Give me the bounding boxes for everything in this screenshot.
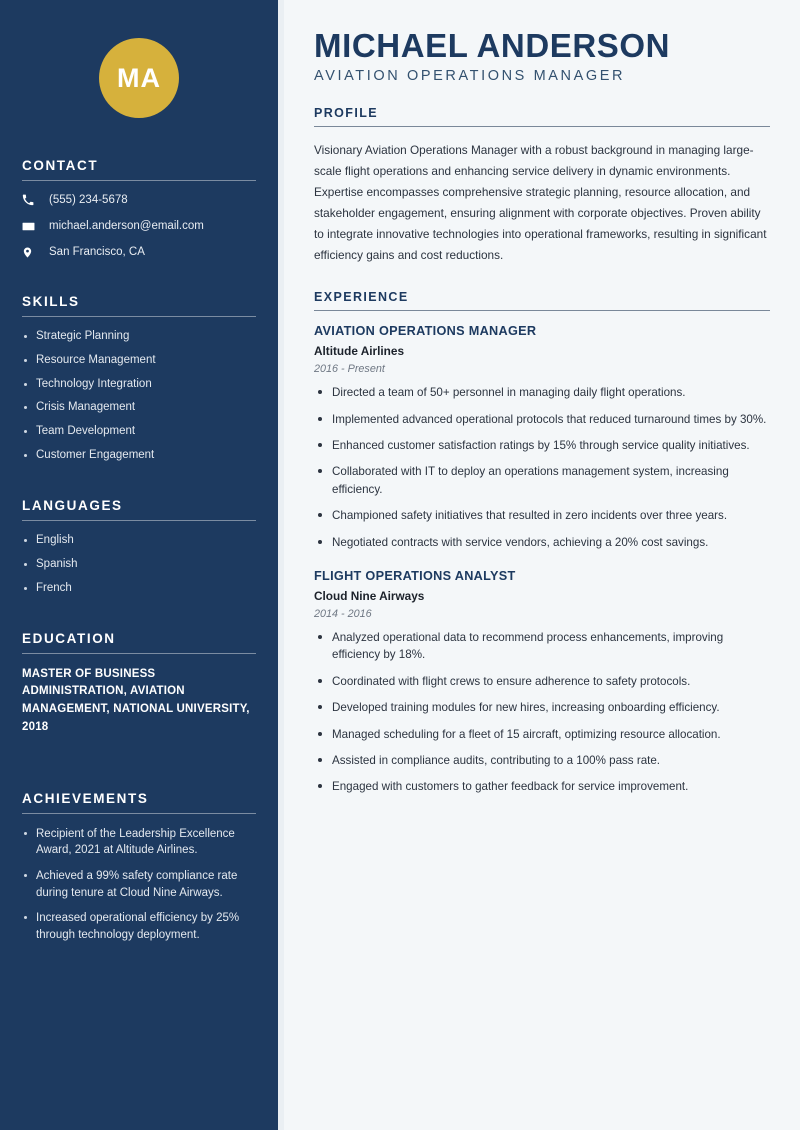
spacer: [22, 759, 256, 791]
main-section-title-profile: PROFILE: [314, 106, 378, 121]
list-item: Collaborated with IT to deploy an operations management system, increasing efficiency.: [314, 463, 770, 498]
list-item: Directed a team of 50+ personnel in managing daily flight operations.: [314, 384, 770, 401]
list-item: Implemented advanced operational protocols that reduced turnaround times by 30%.: [314, 411, 770, 428]
spacer: [22, 486, 256, 498]
location-pin-icon: [22, 246, 40, 259]
contact-value-email: michael.anderson@email.com: [49, 219, 204, 232]
list-item: Managed scheduling for a fleet of 15 aircraft, optimizing resource allocation.: [314, 726, 770, 743]
experience-bullets: [314, 629, 770, 796]
divider-line: [22, 813, 256, 814]
list-item: Spanish: [22, 557, 256, 573]
main-section-profile: [314, 106, 770, 266]
divider-line: [22, 520, 256, 521]
languages-list: [22, 533, 256, 597]
sidebar-section-contact: [22, 158, 256, 260]
list-item: Achieved a 99% safety compliance rate during tenure at Cloud Nine Airways.: [22, 868, 256, 901]
experience-bullets: [314, 384, 770, 551]
education-entry: MASTER OF BUSINESS ADMINISTRATION, AVIATION MANAGEMENT, NATIONAL UNIVERSITY, 2018: [22, 667, 250, 733]
sidebar-section-title-languages: LANGUAGES: [22, 497, 123, 513]
sidebar-section-title-contact: CONTACT: [22, 158, 99, 173]
contact-item-phone[interactable]: [22, 193, 256, 208]
list-item: Enhanced customer satisfaction ratings by 15% through service quality initiatives.: [314, 437, 770, 454]
skills-list: [22, 329, 256, 464]
avatar-container: [22, 0, 256, 158]
list-item: Coordinated with flight crews to ensure adherence to safety protocols.: [314, 673, 770, 690]
divider-line: [22, 653, 256, 654]
experience-entry: [314, 324, 770, 375]
job-role-subtitle: AVIATION OPERATIONS MANAGER: [314, 68, 626, 85]
sidebar: [0, 0, 278, 1130]
envelope-icon: [22, 220, 40, 233]
list-item: Assisted in compliance audits, contributing to a 100% pass rate.: [314, 752, 770, 769]
sidebar-section-achievements: [22, 791, 256, 944]
contact-item-email[interactable]: [22, 219, 256, 234]
list-item: Technology Integration: [22, 377, 256, 393]
list-item: Increased operational efficiency by 25% through technology deployment.: [22, 910, 256, 943]
sidebar-section-languages: [22, 498, 256, 597]
list-item: Developed training modules for new hires, increasing onboarding efficiency.: [314, 699, 770, 716]
divider-line: [22, 180, 256, 181]
sidebar-section-education: [22, 631, 256, 737]
list-item: Engaged with customers to gather feedback for service improvement.: [314, 778, 770, 795]
list-item: Customer Engagement: [22, 448, 256, 464]
sidebar-section-title-achievements: ACHIEVEMENTS: [22, 790, 149, 806]
main-content: [284, 0, 800, 1130]
divider-line: [314, 126, 770, 127]
experience-job-title: FLIGHT OPERATIONS ANALYST: [314, 568, 516, 583]
list-item: Analyzed operational data to recommend process enhancements, improving efficiency by 18%.: [314, 629, 770, 664]
divider-line: [22, 316, 256, 317]
main-section-title-experience: EXPERIENCE: [314, 290, 409, 305]
spacer: [22, 619, 256, 631]
contact-value-phone: (555) 234-5678: [49, 194, 128, 206]
phone-icon: [22, 194, 40, 206]
divider-line: [314, 310, 770, 311]
experience-job-title: AVIATION OPERATIONS MANAGER: [314, 324, 537, 339]
spacer: [22, 282, 256, 294]
list-item: English: [22, 533, 256, 549]
avatar: MA: [99, 38, 179, 118]
list-item: Team Development: [22, 424, 256, 440]
list-item: Negotiated contracts with service vendors, achieving a 20% cost savings.: [314, 534, 770, 551]
list-item: French: [22, 581, 256, 597]
experience-dates: 2016 - Present: [314, 363, 385, 376]
sidebar-section-skills: [22, 294, 256, 464]
experience-entry: [314, 569, 770, 620]
list-item: Recipient of the Leadership Excellence Award, 2021 at Altitude Airlines.: [22, 826, 256, 859]
contact-item-location[interactable]: [22, 245, 256, 260]
experience-company: Cloud Nine Airways: [314, 588, 425, 603]
experience-company: Altitude Airlines: [314, 344, 405, 359]
contact-value-location: San Francisco, CA: [49, 245, 145, 258]
sidebar-section-title-skills: SKILLS: [22, 293, 80, 309]
achievements-list: [22, 826, 256, 944]
list-item: Championed safety initiatives that resulted in zero incidents over three years.: [314, 507, 770, 524]
list-item: Resource Management: [22, 353, 256, 369]
list-item: Crisis Management: [22, 400, 256, 416]
experience-dates: 2014 - 2016: [314, 607, 372, 620]
page-title: MICHAEL ANDERSON: [314, 27, 671, 64]
main-section-experience: [314, 290, 770, 795]
sidebar-section-title-education: EDUCATION: [22, 630, 116, 646]
contact-list: [22, 193, 256, 260]
list-item: Strategic Planning: [22, 329, 256, 345]
profile-text: Visionary Aviation Operations Manager with a robust background in managing large-scale flight operations and enhancing service delivery in dynamic environments. Expertise encompasses comprehensive strategic planning, resource allocation, and stakeholder engagement, ensuring alignment with corporate objectives. Proven ability to integrate innovative technologies into operational frameworks, resulting in significant efficiency gains and cost reductions.: [314, 143, 767, 263]
